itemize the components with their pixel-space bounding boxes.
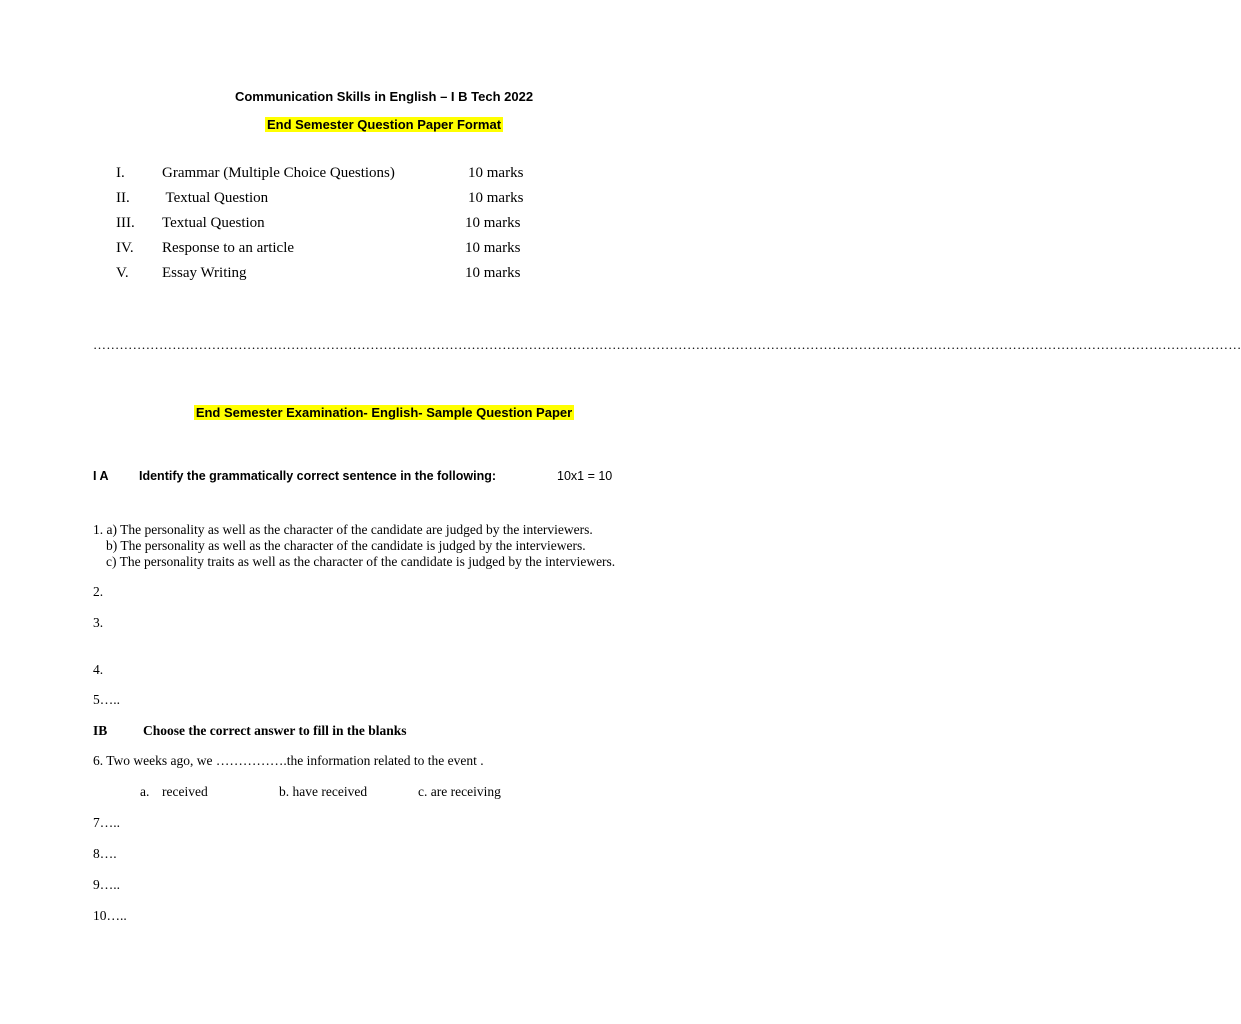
question-placeholder: 5….. bbox=[93, 692, 120, 707]
question-6-option-a-letter: a. bbox=[140, 784, 150, 799]
question-6-option-c: c. are receiving bbox=[418, 784, 501, 799]
question-1-option-c: c) The personality traits as well as the character of the candidate is judged by the interviewers. bbox=[106, 554, 616, 569]
sample-paper-title-highlight: End Semester Examination- English- Sample Question Paper bbox=[195, 405, 573, 420]
format-row-number: I. bbox=[116, 165, 125, 181]
format-title-highlight: End Semester Question Paper Format bbox=[266, 117, 502, 132]
format-row-name: Textual Question bbox=[162, 215, 265, 231]
question-placeholder: 4. bbox=[93, 662, 104, 677]
question-placeholder: 8…. bbox=[93, 846, 117, 861]
section-ia-label: I A bbox=[93, 469, 109, 483]
format-row-number: IV. bbox=[116, 240, 134, 256]
format-row-number: III. bbox=[116, 215, 135, 231]
question-6-option-a: received bbox=[162, 784, 208, 799]
format-row-marks: 10 marks bbox=[465, 265, 521, 281]
format-row-name: Textual Question bbox=[162, 190, 269, 206]
question-placeholder: 3. bbox=[93, 615, 104, 630]
format-row-number: II. bbox=[116, 190, 130, 206]
format-row-name: Grammar (Multiple Choice Questions) bbox=[162, 165, 395, 181]
format-row-marks: 10 marks bbox=[468, 165, 524, 181]
section-ia-marks: 10x1 = 10 bbox=[557, 469, 613, 483]
section-ib-label: IB bbox=[93, 723, 108, 738]
question-placeholder: 9….. bbox=[93, 877, 120, 892]
dotted-separator: ……………………………………………………………………………………………………………………………………………………………………………………………………………………………………… bbox=[93, 337, 1241, 352]
question-placeholder: 2. bbox=[93, 584, 104, 599]
question-placeholder: 7….. bbox=[93, 815, 120, 830]
format-title bbox=[0, 117, 768, 132]
question-placeholder: 10….. bbox=[93, 908, 127, 923]
format-row-name: Essay Writing bbox=[162, 265, 247, 281]
question-6: 6. Two weeks ago, we …………….the information related to the event . bbox=[93, 753, 484, 768]
format-row-marks: 10 marks bbox=[465, 240, 521, 256]
format-row-marks: 10 marks bbox=[468, 190, 524, 206]
format-row-name: Response to an article bbox=[162, 240, 295, 256]
course-title: Communication Skills in English – I B Tech 2022 bbox=[234, 89, 534, 104]
sample-paper-title bbox=[0, 405, 768, 420]
question-6-option-b: b. have received bbox=[279, 784, 368, 799]
question-1-option-a: 1. a) The personality as well as the character of the candidate are judged by the interviewers. bbox=[93, 522, 593, 537]
format-row-number: V. bbox=[116, 265, 129, 281]
section-ia-instruction: Identify the grammatically correct sentence in the following: bbox=[139, 469, 497, 483]
question-1-option-b: b) The personality as well as the character of the candidate is judged by the interviewers. bbox=[106, 538, 586, 553]
format-row-marks: 10 marks bbox=[465, 215, 521, 231]
section-ib-instruction: Choose the correct answer to fill in the blanks bbox=[143, 723, 407, 738]
